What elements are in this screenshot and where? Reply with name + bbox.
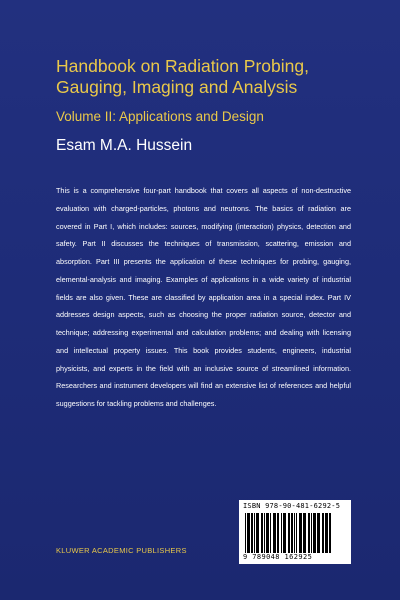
volume-subtitle: Volume II: Applications and Design <box>56 109 264 124</box>
isbn-text: ISBN 978-90-481-6292-5 <box>243 502 341 510</box>
barcode-number: 9 789048 162925 <box>243 553 313 561</box>
publisher-name: KLUWER ACADEMIC PUBLISHERS <box>56 546 187 555</box>
barcode-bars <box>243 513 347 553</box>
barcode-panel <box>239 500 351 564</box>
author-name: Esam M.A. Hussein <box>56 137 193 154</box>
book-title: Handbook on Radiation Probing, Gauging, Imaging and Analysis <box>56 56 309 97</box>
book-description: This is a comprehensive four-part handbook that covers all aspects of non-destructive evaluation with charged-particles, photons and neutrons. The basics of radiation are covered in Part I, which includes: sources, modifying (interaction) physics, detection and safety. Part II discusses the techniques of transmission, scattering, emission and absorption. Part III presents the application of these techniques for probing, gauging, elemental-analysis and imaging. Examples of applications in a wide variety of industrial fields are also given. These are classified by application area in a special index. Part IV addresses design aspects, such as choosing the proper radiation source, detector and technique; addressing experimental and calculation problems; and dealing with licensing and intellectual property issues. This book provides students, engineers, industrial physicists, and experts in the field with an inclusive source of streamlined information. Researchers and instrument developers will find an extensive list of references and helpful suggestions for tackling problems and challenges. <box>56 186 351 408</box>
